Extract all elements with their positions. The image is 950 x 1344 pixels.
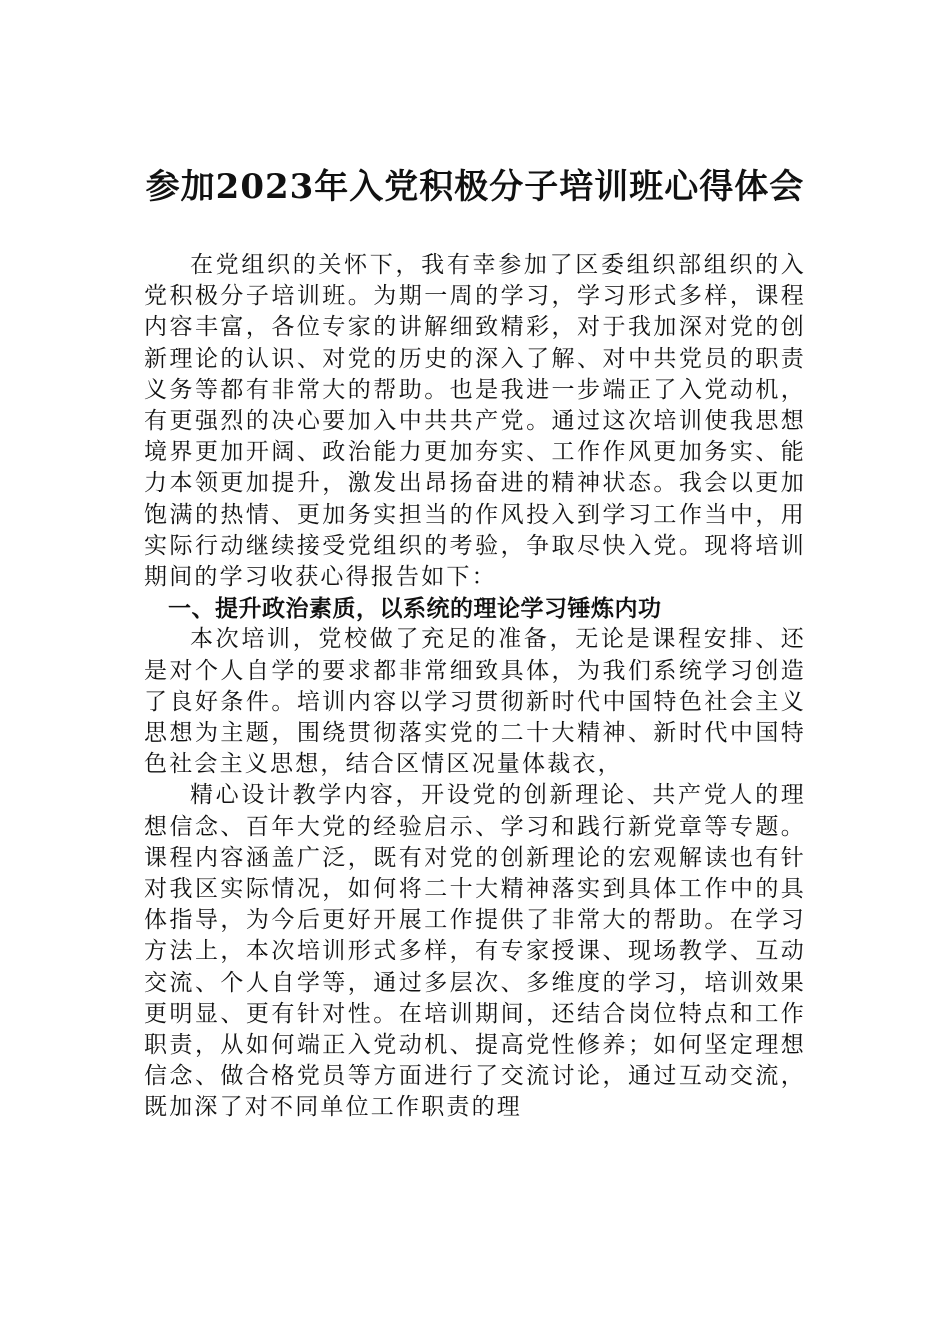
section-1-paragraph-1: 本次培训，党校做了充足的准备，无论是课程安排、还是对个人自学的要求都非常细致具体，为我们系统学习创造了良好条件。培训内容以学习贯彻新时代中国特色社会主义思想为主题，围绕贯彻落实党的二十大精神、新时代中国特色社会主义思想，结合区情区况量体裁衣，: [144, 626, 806, 778]
section-1-paragraph-2: 精心设计教学内容，开设党的创新理论、共产党人的理想信念、百年大党的经验启示、学习和践行新党章等专题。课程内容涵盖广泛，既有对党的创新理论的宏观解读也有针对我区实际情况，如何将二十大精神落实到具体工作中的具体指导，为今后更好开展工作提供了非常大的帮助。在学习方法上，本次培训形式多样，有专家授课、现场教学、互动交流、个人自学等，通过多层次、多维度的学习，培训效果更明显、更有针对性。在培训期间，还结合岗位特点和工作职责，从如何端正入党动机、提高党性修养；如何坚定理想信念、做合格党员等方面进行了交流讨论，通过互动交流，既加深了对不同单位工作职责的理: [144, 782, 806, 1121]
document-title: 参加2023年入党积极分子培训班心得体会: [145, 167, 805, 207]
document-body: [144, 250, 806, 1124]
intro-paragraph: 在党组织的关怀下，我有幸参加了区委组织部组织的入党积极分子培训班。为期一周的学习，学习形式多样，课程内容丰富，各位专家的讲解细致精彩，对于我加深对党的创新理论的认识、对党的历史的深入了解、对中共党员的职责义务等都有非常大的帮助。也是我进一步端正了入党动机，有更强烈的决心要加入中共共产党。通过这次培训使我思想境界更加开阔、政治能力更加夯实、工作作风更加务实、能力本领更加提升，激发出昂扬奋进的精神状态。我会以更加饱满的热情、更加务实担当的作风投入到学习工作当中，用实际行动继续接受党组织的考验，争取尽快入党。现将培训期间的学习收获心得报告如下：: [144, 252, 806, 591]
section-heading-1: 一、提升政治素质，以系统的理论学习锤炼内功: [168, 595, 662, 623]
